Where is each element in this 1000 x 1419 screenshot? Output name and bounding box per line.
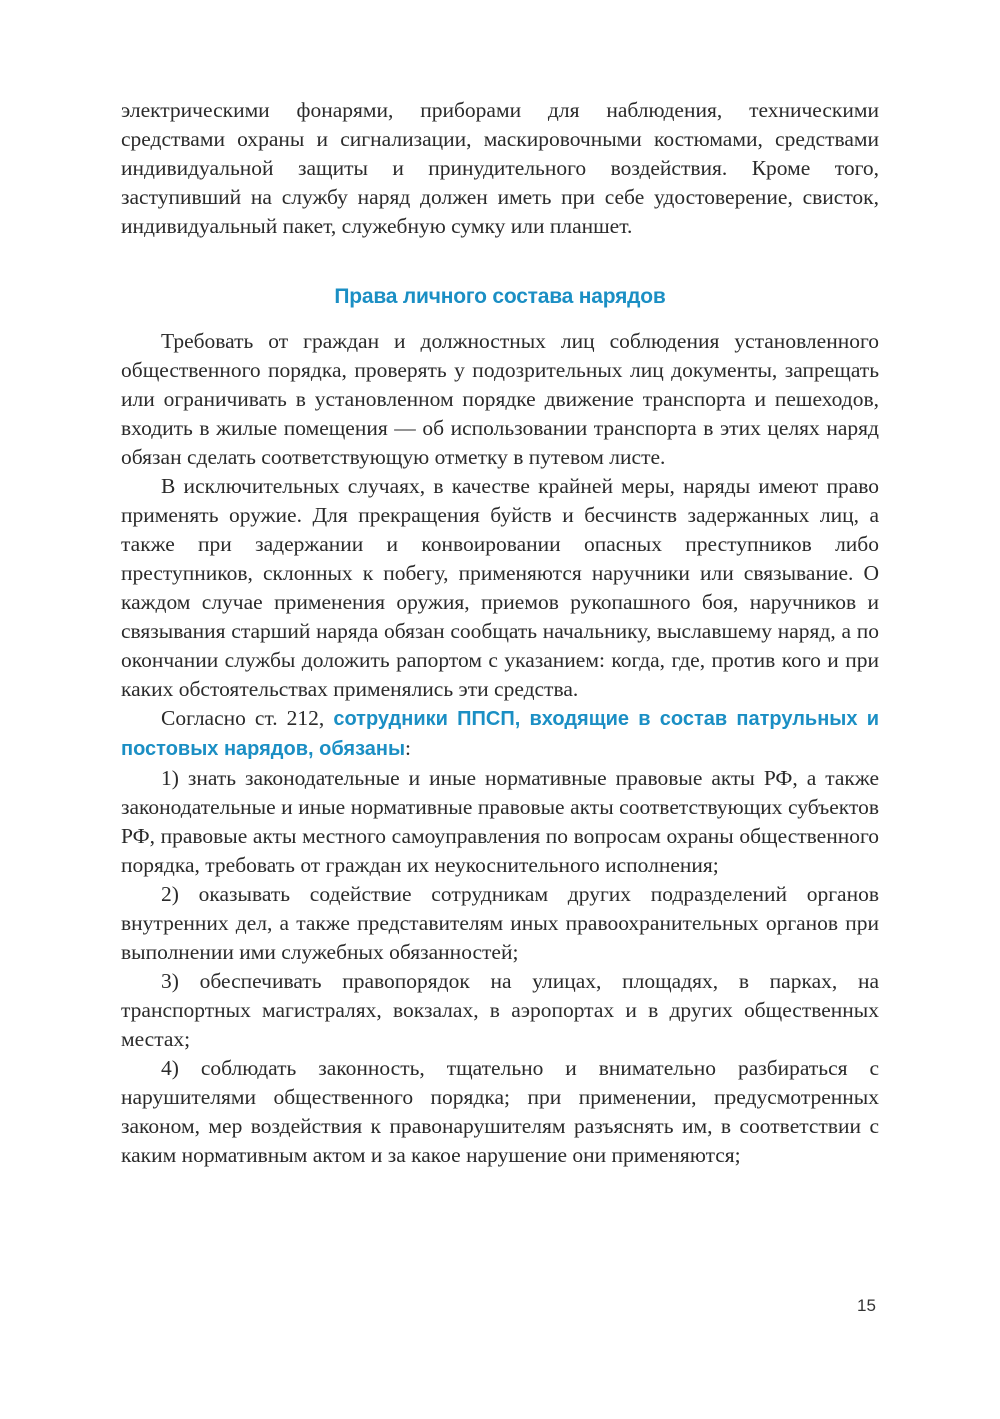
- page-number: 15: [857, 1296, 876, 1315]
- section-heading: Права личного состава нарядов: [334, 285, 666, 308]
- duty-item-4: 4) соблюдать законность, тщательно и внимательно разбираться с нарушителями общественного порядка; при применении, предусмотренных законом, мер воздействия к правонарушителям разъяснять им, в соответствии с каким нормативным актом и за какое нарушение они применяются;: [121, 1056, 879, 1167]
- duty-item-3: 3) обеспечивать правопорядок на улицах, площадях, в парках, на транспортных магистралях, вокзалах, в аэропортах и в других общественных местах;: [121, 969, 879, 1051]
- page-content: [121, 96, 879, 1170]
- rights-paragraph-1: Требовать от граждан и должностных лиц соблюдения установленного общественного порядка, проверять у подозрительных лиц документы, запрещать или ограничивать в установленном порядке движение транспорта и пешеходов, входить в жилые помещения — об использовании транспорта в этих целях наряд обязан сделать соответствующую отметку в путевом листе.: [121, 329, 879, 469]
- duties-intro-paragraph: [121, 704, 879, 764]
- duty-item-2: 2) оказывать содействие сотрудникам других подразделений органов внутренних дел, а также представителям иных правоохранительных органов при выполнении ими служебных обязанностей;: [121, 882, 879, 964]
- duties-intro-prefix: Согласно ст. 212,: [161, 706, 334, 730]
- duties-intro-highlight: сотрудники ППСП, входящие в состав патрульных и постовых нарядов, обязаны: [121, 708, 879, 760]
- rights-paragraph-2: В исключительных случаях, в качестве крайней меры, наряды имеют право применять оружие. Для прекращения буйств и бесчинств задержанных лиц, а также при задержании и конвоировании опасных преступников либо преступников, склонных к побегу, применяются наручники или связывание. О каждом случае применения оружия, приемов рукопашного боя, наручников и связывания старший наряда обязан сообщать начальнику, выславшему наряд, а по окончании службы доложить рапортом с указанием: когда, где, против кого и при каких обстоятельствах применялись эти средства.: [121, 474, 879, 701]
- duties-intro-suffix: :: [405, 736, 412, 760]
- duty-item-1: 1) знать законодательные и иные нормативные правовые акты РФ, а также законодательные и иные нормативные правовые акты соответствующих субъектов РФ, правовые акты местного самоуправления по вопросам охраны общественного порядка, требовать от граждан их неукоснительного исполнения;: [121, 766, 879, 877]
- intro-paragraph: электрическими фонарями, приборами для наблюдения, техническими средствами охраны и сигнализации, маскировочными костюмами, средствами индивидуальной защиты и принудительного воздействия. Кроме того, заступивший на службу наряд должен иметь при себе удостоверение, свисток, индивидуальный пакет, служебную сумку или планшет.: [121, 98, 879, 238]
